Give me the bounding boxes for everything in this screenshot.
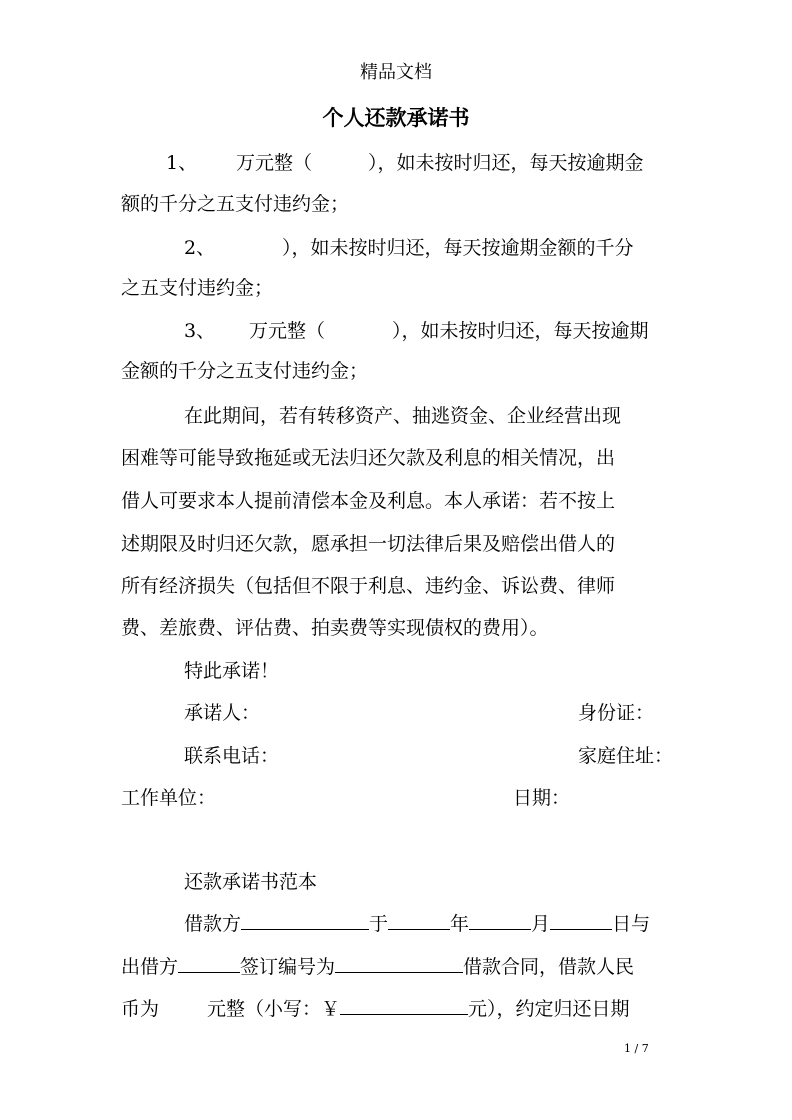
sample-line-2 xyxy=(121,952,634,979)
clause-3-continuation: 金额的千分之五支付违约金； xyxy=(121,360,369,382)
clause-2-text: ），如未按时归还，每天按逾期金额的千分 xyxy=(282,237,634,259)
clause-1-continuation: 额的千分之五支付违约金； xyxy=(121,193,350,215)
page-number: 1 / 7 xyxy=(624,1042,649,1055)
clause-3-number: 3、 xyxy=(184,320,216,342)
id-card-label: 身份证： xyxy=(578,702,655,724)
paragraph-line: 所有经济损失（包括但不限于利息、违约金、诉讼费、律师 xyxy=(121,575,616,597)
paragraph-line: 困难等可能导致拖延或无法归还欠款及利息的相关情况，出 xyxy=(121,447,616,469)
sample-line-1 xyxy=(184,909,650,936)
clause-1-text: ），如未按时归还，每天按逾期金 xyxy=(368,152,644,174)
year-label: 年 xyxy=(450,913,470,935)
clause-2-number: 2、 xyxy=(184,237,216,259)
blank-field xyxy=(388,910,450,930)
date-label: 日期： xyxy=(513,787,571,809)
paragraph-line: 费、差旅费、评估费、拍卖费等实现债权的费用）。 xyxy=(121,617,549,639)
clause-1-amount: 万元整（ xyxy=(236,152,313,174)
loan-contract-text: 借款合同，借款人民 xyxy=(463,956,635,978)
blank-field xyxy=(178,953,240,973)
clause-1-number: 1、 xyxy=(166,152,198,174)
borrower-label: 借款方 xyxy=(184,913,242,935)
blank-field xyxy=(550,910,612,930)
blank-field xyxy=(340,995,468,1015)
clause-3-text: ），如未按时归还，每天按逾期 xyxy=(392,320,649,342)
paragraph-line: 借人可要求本人提前清偿本金及利息。本人承诺：若不按上 xyxy=(121,490,616,512)
sample-title: 还款承诺书范本 xyxy=(184,871,318,893)
paragraph-line: 述期限及时归还欠款，愿承担一切法律后果及赔偿出借人的 xyxy=(121,533,616,555)
page-header: 精品文档 xyxy=(360,62,432,83)
work-unit-label: 工作单位： xyxy=(121,787,217,809)
amount-label: 元整（小写：￥ xyxy=(207,998,341,1020)
paragraph-line: 在此期间，若有转移资产、抽逃资金、企业经营出现 xyxy=(184,405,622,427)
blank-field xyxy=(469,910,531,930)
phone-label: 联系电话： xyxy=(184,745,280,767)
day-label: 日与 xyxy=(612,913,651,935)
repayment-date-text: 元），约定归还日期 xyxy=(468,998,630,1020)
contract-number-label: 签订编号为 xyxy=(240,956,336,978)
currency-label: 币为 xyxy=(121,998,160,1020)
at-label: 于 xyxy=(369,913,389,935)
home-address-label: 家庭住址： xyxy=(578,745,674,767)
sample-line-3 xyxy=(121,994,630,1021)
document-title: 个人还款承诺书 xyxy=(322,105,470,130)
clause-3-amount: 万元整（ xyxy=(249,320,326,342)
blank-field xyxy=(335,953,463,973)
special-statement: 特此承诺！ xyxy=(184,660,280,682)
promisor-label: 承诺人： xyxy=(184,702,261,724)
month-label: 月 xyxy=(531,913,551,935)
lender-label: 出借方 xyxy=(121,956,179,978)
clause-2-continuation: 之五支付违约金； xyxy=(121,277,274,299)
blank-field xyxy=(241,910,369,930)
